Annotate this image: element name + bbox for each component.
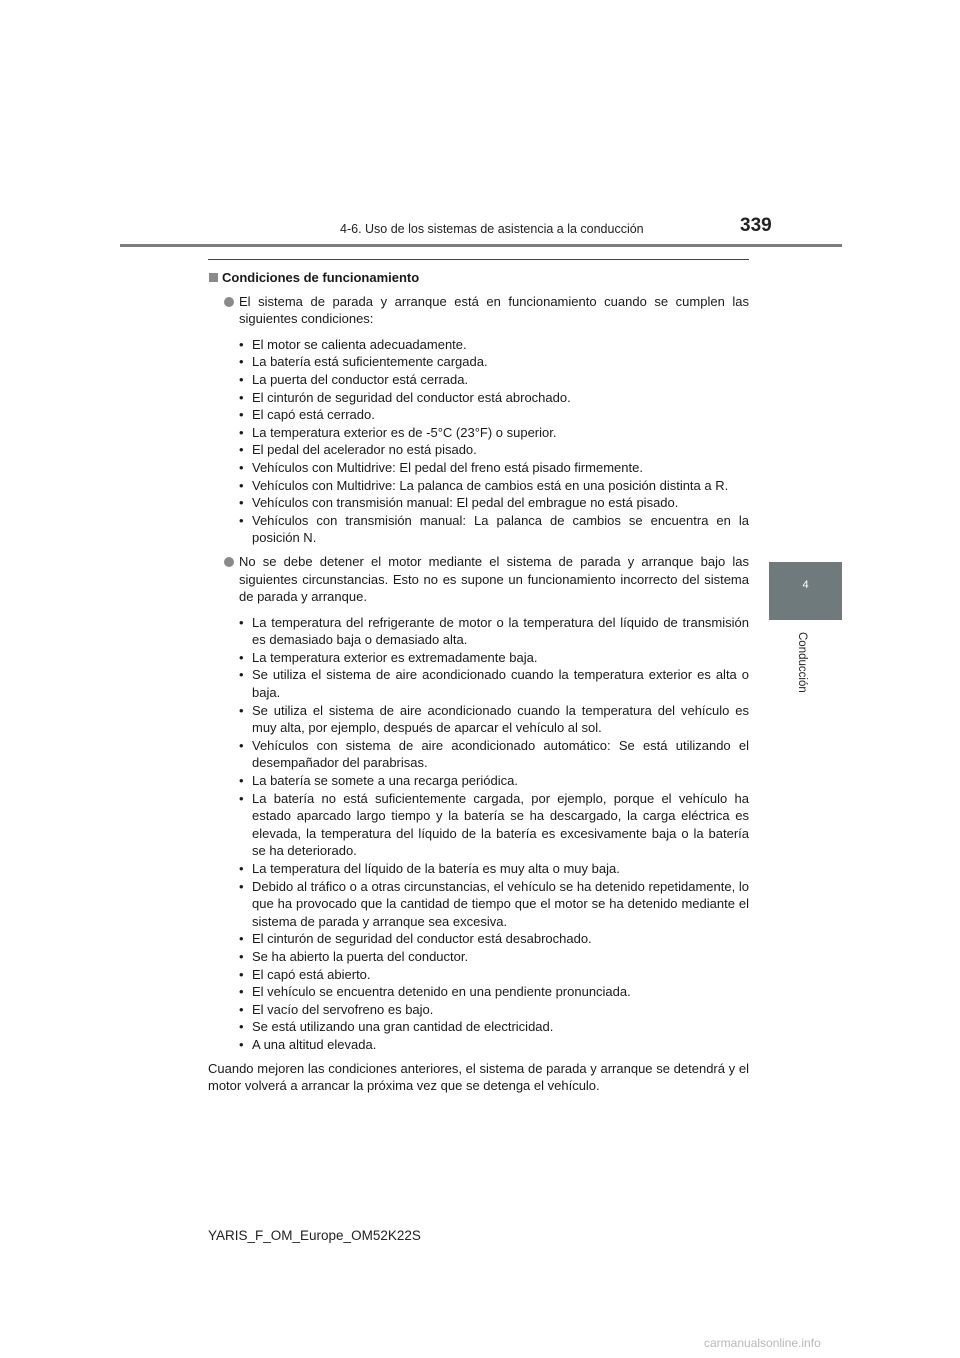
list-item: • El motor se calienta adecuadamente. xyxy=(239,336,749,354)
list-item: • Debido al tráfico o a otras circunstancias, el vehículo se ha detenido repetidamente, lo que ha provocado que la cantidad de tiempo que el motor se ha detenido mediante el sistema de parada y arranque sea excesiva. xyxy=(239,878,749,931)
list-item: • El vacío del servofreno es bajo. xyxy=(239,1001,749,1019)
chapter-tab[interactable] xyxy=(769,562,842,620)
list-item: • A una altitud elevada. xyxy=(239,1036,749,1054)
chapter-section-title: 4-6. Uso de los sistemas de asistencia a la conducción xyxy=(340,222,644,236)
section-heading xyxy=(208,269,749,287)
list-item: • Vehículos con transmisión manual: El pedal del embrague no está pisado. xyxy=(239,494,749,512)
list-item: • El capó está cerrado. xyxy=(239,406,749,424)
watermark-link[interactable]: carmanualsonline.info xyxy=(704,1336,821,1350)
list-item: • La puerta del conductor está cerrada. xyxy=(239,371,749,389)
exception-paragraph xyxy=(208,553,749,606)
header-divider xyxy=(120,244,842,247)
list-item: • Se ha abierto la puerta del conductor. xyxy=(239,948,749,966)
list-item: • La batería está suficientemente cargada. xyxy=(239,353,749,371)
section-heading-text: Condiciones de funcionamiento xyxy=(222,270,420,285)
closing-paragraph: Cuando mejoren las condiciones anteriores, el sistema de parada y arranque se detendrá y el motor volverá a arrancar la próxima vez que se detenga el vehículo. xyxy=(208,1060,749,1094)
list-item: • El cinturón de seguridad del conductor está desabrochado. xyxy=(239,930,749,948)
condition-paragraph xyxy=(208,293,749,328)
square-bullet-icon xyxy=(209,273,218,282)
list-item: • El vehículo se encuentra detenido en una pendiente pronunciada. xyxy=(239,983,749,1001)
operating-conditions-list xyxy=(208,336,749,547)
list-item: • Vehículos con sistema de aire acondicionado automático: Se está utilizando el desempañador del parabrisas. xyxy=(239,737,749,772)
chapter-tab-number: 4 xyxy=(802,579,809,591)
list-item: • Vehículos con transmisión manual: La palanca de cambios se encuentra en la posición N. xyxy=(239,512,749,547)
page-number: 339 xyxy=(740,215,772,236)
circle-bullet-icon xyxy=(224,557,234,567)
chapter-tab-label: Conducción xyxy=(796,632,808,693)
circle-bullet-icon xyxy=(224,297,234,307)
list-item: • La temperatura del líquido de la batería es muy alta o muy baja. xyxy=(239,860,749,878)
list-item: • Se está utilizando una gran cantidad de electricidad. xyxy=(239,1018,749,1036)
exception-paragraph-text: No se debe detener el motor mediante el sistema de parada y arranque bajo las siguientes circunstancias. Esto no es supone un funcionamiento incorrecto del sistema de parada y arranque. xyxy=(239,553,749,605)
list-item: • La temperatura del refrigerante de motor o la temperatura del líquido de transmisión es demasiado baja o demasiado alta. xyxy=(239,614,749,649)
document-code: YARIS_F_OM_Europe_OM52K22S xyxy=(208,1228,421,1243)
list-item: • El pedal del acelerador no está pisado. xyxy=(239,441,749,459)
list-item: • Vehículos con Multidrive: La palanca de cambios está en una posición distinta a R. xyxy=(239,477,749,495)
list-item: • La temperatura exterior es de -5°C (23°F) o superior. xyxy=(239,424,749,442)
content-divider xyxy=(208,259,749,260)
list-item: • El capó está abierto. xyxy=(239,966,749,984)
page-content xyxy=(208,269,749,1095)
condition-paragraph-text: El sistema de parada y arranque está en funcionamiento cuando se cumplen las siguientes condiciones: xyxy=(239,293,749,327)
list-item: • La batería no está suficientemente cargada, por ejemplo, porque el vehículo ha estado aparcado largo tiempo y la batería se ha descargado, la carga eléctrica es elevada, la temperatura del líquido de la batería es excesivamente baja o la batería se ha deteriorado. xyxy=(239,790,749,860)
list-item: • La temperatura exterior es extremadamente baja. xyxy=(239,649,749,667)
exception-conditions-list xyxy=(208,614,749,1054)
list-item: • El cinturón de seguridad del conductor está abrochado. xyxy=(239,389,749,407)
list-item: • Se utiliza el sistema de aire acondicionado cuando la temperatura exterior es alta o baja. xyxy=(239,666,749,701)
list-item: • Se utiliza el sistema de aire acondicionado cuando la temperatura del vehículo es muy alta, por ejemplo, después de aparcar el vehículo al sol. xyxy=(239,702,749,737)
list-item: • Vehículos con Multidrive: El pedal del freno está pisado firmemente. xyxy=(239,459,749,477)
list-item: • La batería se somete a una recarga periódica. xyxy=(239,772,749,790)
